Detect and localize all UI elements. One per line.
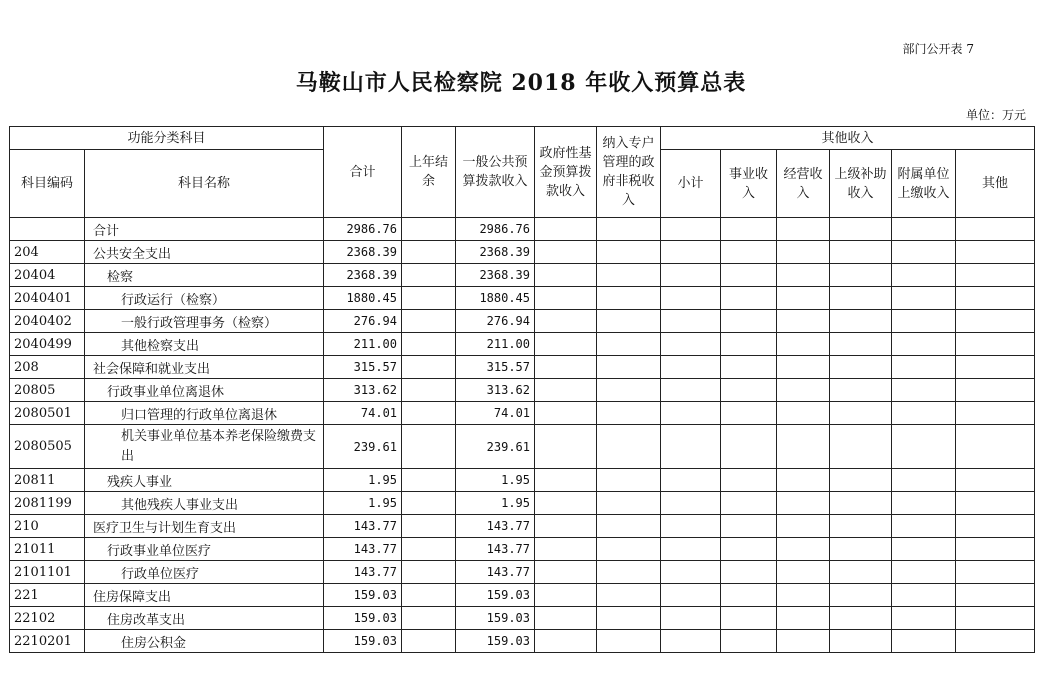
- row-affiliate: [892, 584, 956, 607]
- header-special: 纳入专户管理的政府非税收入: [597, 127, 661, 218]
- row-career: [721, 425, 777, 469]
- row-total: 1.95: [324, 469, 402, 492]
- row-upper: [830, 356, 892, 379]
- row-upper: [830, 402, 892, 425]
- row-upper: [830, 425, 892, 469]
- row-operate: [777, 287, 830, 310]
- row-carry: [402, 630, 456, 653]
- table-row: [10, 402, 1035, 425]
- row-subtotal: [661, 402, 721, 425]
- row-others: [956, 310, 1035, 333]
- row-code: 20805: [10, 379, 85, 402]
- row-gov-fund: [535, 333, 597, 356]
- row-career: [721, 469, 777, 492]
- row-operate: [777, 538, 830, 561]
- row-upper: [830, 561, 892, 584]
- row-name: 归口管理的行政单位离退休: [85, 402, 324, 425]
- row-affiliate: [892, 356, 956, 379]
- row-code: 2080505: [10, 425, 85, 469]
- row-general: 143.77: [456, 538, 535, 561]
- row-career: [721, 356, 777, 379]
- row-others: [956, 515, 1035, 538]
- row-total: 313.62: [324, 379, 402, 402]
- row-special: [597, 379, 661, 402]
- row-code: 204: [10, 241, 85, 264]
- row-name: 合计: [85, 218, 324, 241]
- row-name: 检察: [85, 264, 324, 287]
- header-upper: 上级补助收入: [830, 150, 892, 218]
- row-affiliate: [892, 402, 956, 425]
- row-others: [956, 584, 1035, 607]
- unit-label: 单位：万元: [965, 108, 1026, 122]
- row-total: 143.77: [324, 561, 402, 584]
- row-code: 21011: [10, 538, 85, 561]
- row-name: 医疗卫生与计划生育支出: [85, 515, 324, 538]
- row-code: 20811: [10, 469, 85, 492]
- row-code: 2040499: [10, 333, 85, 356]
- row-subtotal: [661, 492, 721, 515]
- row-others: [956, 264, 1035, 287]
- row-code: 208: [10, 356, 85, 379]
- row-code: 2081199: [10, 492, 85, 515]
- row-subtotal: [661, 287, 721, 310]
- row-total: 159.03: [324, 630, 402, 653]
- row-upper: [830, 333, 892, 356]
- row-name: 行政单位医疗: [85, 561, 324, 584]
- row-career: [721, 241, 777, 264]
- header-affiliate: 附属单位上缴收入: [892, 150, 956, 218]
- row-gov-fund: [535, 584, 597, 607]
- row-career: [721, 515, 777, 538]
- row-affiliate: [892, 630, 956, 653]
- row-total: 1.95: [324, 492, 402, 515]
- row-total: 143.77: [324, 538, 402, 561]
- row-affiliate: [892, 469, 956, 492]
- row-carry: [402, 584, 456, 607]
- table-row: [10, 333, 1035, 356]
- row-special: [597, 607, 661, 630]
- table-row: [10, 379, 1035, 402]
- table-row: [10, 607, 1035, 630]
- table-row: [10, 218, 1035, 241]
- row-general: 74.01: [456, 402, 535, 425]
- row-special: [597, 218, 661, 241]
- income-budget-table: [9, 126, 1035, 653]
- row-special: [597, 515, 661, 538]
- row-affiliate: [892, 241, 956, 264]
- row-others: [956, 379, 1035, 402]
- row-others: [956, 241, 1035, 264]
- header-carry: 上年结余: [402, 127, 456, 218]
- row-subtotal: [661, 469, 721, 492]
- row-carry: [402, 469, 456, 492]
- row-career: [721, 287, 777, 310]
- row-special: [597, 584, 661, 607]
- row-operate: [777, 469, 830, 492]
- row-upper: [830, 310, 892, 333]
- row-total: 276.94: [324, 310, 402, 333]
- header-total: 合计: [324, 127, 402, 218]
- row-affiliate: [892, 561, 956, 584]
- row-general: 143.77: [456, 515, 535, 538]
- row-career: [721, 584, 777, 607]
- row-carry: [402, 561, 456, 584]
- row-gov-fund: [535, 402, 597, 425]
- row-code: 2101101: [10, 561, 85, 584]
- row-gov-fund: [535, 356, 597, 379]
- row-upper: [830, 607, 892, 630]
- row-subtotal: [661, 425, 721, 469]
- page-title: 马鞍山市人民检察院 2018 年收入预算总表: [295, 70, 747, 96]
- row-subtotal: [661, 538, 721, 561]
- row-career: [721, 630, 777, 653]
- row-special: [597, 402, 661, 425]
- table-row: [10, 310, 1035, 333]
- table-row: [10, 264, 1035, 287]
- row-general: 2368.39: [456, 241, 535, 264]
- table-row: [10, 630, 1035, 653]
- row-others: [956, 630, 1035, 653]
- row-code: [10, 218, 85, 241]
- row-others: [956, 561, 1035, 584]
- row-operate: [777, 218, 830, 241]
- table-row: [10, 287, 1035, 310]
- row-total: 2986.76: [324, 218, 402, 241]
- row-upper: [830, 515, 892, 538]
- row-general: 2368.39: [456, 264, 535, 287]
- row-others: [956, 607, 1035, 630]
- row-operate: [777, 402, 830, 425]
- row-career: [721, 402, 777, 425]
- row-gov-fund: [535, 425, 597, 469]
- row-general: 159.03: [456, 584, 535, 607]
- row-total: 2368.39: [324, 264, 402, 287]
- row-subtotal: [661, 333, 721, 356]
- row-gov-fund: [535, 379, 597, 402]
- row-others: [956, 425, 1035, 469]
- row-affiliate: [892, 607, 956, 630]
- row-total: 239.61: [324, 425, 402, 469]
- row-subtotal: [661, 310, 721, 333]
- row-career: [721, 607, 777, 630]
- row-others: [956, 469, 1035, 492]
- row-affiliate: [892, 333, 956, 356]
- row-gov-fund: [535, 630, 597, 653]
- row-affiliate: [892, 515, 956, 538]
- row-carry: [402, 218, 456, 241]
- row-subtotal: [661, 584, 721, 607]
- row-special: [597, 356, 661, 379]
- row-total: 74.01: [324, 402, 402, 425]
- row-carry: [402, 379, 456, 402]
- row-code: 2040401: [10, 287, 85, 310]
- row-operate: [777, 607, 830, 630]
- table-row: [10, 241, 1035, 264]
- header-func-group: 功能分类科目: [10, 127, 324, 150]
- row-subtotal: [661, 241, 721, 264]
- row-subtotal: [661, 218, 721, 241]
- row-operate: [777, 264, 830, 287]
- header-other-group: 其他收入: [661, 127, 1035, 150]
- row-special: [597, 287, 661, 310]
- row-general: 159.03: [456, 630, 535, 653]
- row-gov-fund: [535, 241, 597, 264]
- row-special: [597, 310, 661, 333]
- row-affiliate: [892, 538, 956, 561]
- row-code: 22102: [10, 607, 85, 630]
- row-total: 211.00: [324, 333, 402, 356]
- header-code: 科目编码: [10, 150, 85, 218]
- row-total: 159.03: [324, 584, 402, 607]
- row-operate: [777, 241, 830, 264]
- row-code: 2210201: [10, 630, 85, 653]
- row-name: 其他残疾人事业支出: [85, 492, 324, 515]
- row-gov-fund: [535, 515, 597, 538]
- row-total: 315.57: [324, 356, 402, 379]
- row-code: 210: [10, 515, 85, 538]
- row-operate: [777, 333, 830, 356]
- table-body: [10, 218, 1035, 653]
- row-special: [597, 469, 661, 492]
- row-affiliate: [892, 310, 956, 333]
- row-upper: [830, 584, 892, 607]
- row-carry: [402, 492, 456, 515]
- row-name: 机关事业单位基本养老保险缴费支出: [85, 425, 324, 469]
- header-operate: 经营收入: [777, 150, 830, 218]
- row-affiliate: [892, 379, 956, 402]
- row-gov-fund: [535, 607, 597, 630]
- row-special: [597, 538, 661, 561]
- row-subtotal: [661, 379, 721, 402]
- row-career: [721, 561, 777, 584]
- row-carry: [402, 287, 456, 310]
- row-operate: [777, 561, 830, 584]
- row-carry: [402, 607, 456, 630]
- row-upper: [830, 492, 892, 515]
- row-code: 221: [10, 584, 85, 607]
- row-gov-fund: [535, 469, 597, 492]
- row-special: [597, 264, 661, 287]
- row-subtotal: [661, 607, 721, 630]
- row-subtotal: [661, 515, 721, 538]
- row-operate: [777, 310, 830, 333]
- row-career: [721, 379, 777, 402]
- row-affiliate: [892, 425, 956, 469]
- row-general: 2986.76: [456, 218, 535, 241]
- table-row: [10, 356, 1035, 379]
- table-row: [10, 561, 1035, 584]
- row-upper: [830, 538, 892, 561]
- row-name: 一般行政管理事务（检察）: [85, 310, 324, 333]
- row-operate: [777, 425, 830, 469]
- row-special: [597, 492, 661, 515]
- row-others: [956, 538, 1035, 561]
- row-others: [956, 356, 1035, 379]
- row-subtotal: [661, 356, 721, 379]
- row-name: 其他检察支出: [85, 333, 324, 356]
- row-subtotal: [661, 561, 721, 584]
- row-gov-fund: [535, 218, 597, 241]
- row-subtotal: [661, 630, 721, 653]
- row-others: [956, 402, 1035, 425]
- row-carry: [402, 356, 456, 379]
- row-carry: [402, 333, 456, 356]
- row-special: [597, 561, 661, 584]
- row-gov-fund: [535, 538, 597, 561]
- row-carry: [402, 538, 456, 561]
- row-career: [721, 264, 777, 287]
- header-subtotal: 小计: [661, 150, 721, 218]
- row-total: 143.77: [324, 515, 402, 538]
- row-upper: [830, 264, 892, 287]
- row-name: 行政事业单位离退休: [85, 379, 324, 402]
- row-total: 159.03: [324, 607, 402, 630]
- row-name: 行政运行（检察）: [85, 287, 324, 310]
- row-name: 住房改革支出: [85, 607, 324, 630]
- row-carry: [402, 310, 456, 333]
- row-code: 2080501: [10, 402, 85, 425]
- table-row: [10, 425, 1035, 469]
- row-operate: [777, 584, 830, 607]
- row-upper: [830, 469, 892, 492]
- row-carry: [402, 241, 456, 264]
- header-name: 科目名称: [85, 150, 324, 218]
- row-general: 143.77: [456, 561, 535, 584]
- table-row: [10, 492, 1035, 515]
- row-affiliate: [892, 264, 956, 287]
- row-others: [956, 333, 1035, 356]
- row-carry: [402, 264, 456, 287]
- row-affiliate: [892, 218, 956, 241]
- row-affiliate: [892, 287, 956, 310]
- row-general: 1.95: [456, 469, 535, 492]
- row-general: 313.62: [456, 379, 535, 402]
- row-total: 1880.45: [324, 287, 402, 310]
- row-name: 住房保障支出: [85, 584, 324, 607]
- row-upper: [830, 241, 892, 264]
- header-career: 事业收入: [721, 150, 777, 218]
- row-special: [597, 333, 661, 356]
- row-career: [721, 218, 777, 241]
- row-operate: [777, 630, 830, 653]
- row-special: [597, 630, 661, 653]
- header-general: 一般公共预算拨款收入: [456, 127, 535, 218]
- row-total: 2368.39: [324, 241, 402, 264]
- row-general: 276.94: [456, 310, 535, 333]
- form-number: 部门公开表 7: [902, 42, 974, 56]
- row-upper: [830, 630, 892, 653]
- row-general: 239.61: [456, 425, 535, 469]
- row-carry: [402, 515, 456, 538]
- row-career: [721, 310, 777, 333]
- row-general: 159.03: [456, 607, 535, 630]
- row-general: 315.57: [456, 356, 535, 379]
- row-gov-fund: [535, 310, 597, 333]
- row-gov-fund: [535, 264, 597, 287]
- row-career: [721, 538, 777, 561]
- row-upper: [830, 218, 892, 241]
- row-general: 1880.45: [456, 287, 535, 310]
- row-special: [597, 241, 661, 264]
- row-others: [956, 218, 1035, 241]
- row-upper: [830, 287, 892, 310]
- row-subtotal: [661, 264, 721, 287]
- row-operate: [777, 492, 830, 515]
- row-name: 社会保障和就业支出: [85, 356, 324, 379]
- row-general: 1.95: [456, 492, 535, 515]
- row-gov-fund: [535, 561, 597, 584]
- row-carry: [402, 425, 456, 469]
- header-gov-fund: 政府性基金预算拨款收入: [535, 127, 597, 218]
- row-others: [956, 287, 1035, 310]
- table-row: [10, 469, 1035, 492]
- row-operate: [777, 515, 830, 538]
- row-career: [721, 492, 777, 515]
- row-upper: [830, 379, 892, 402]
- row-others: [956, 492, 1035, 515]
- row-operate: [777, 379, 830, 402]
- row-name: 残疾人事业: [85, 469, 324, 492]
- row-career: [721, 333, 777, 356]
- table-row: [10, 515, 1035, 538]
- row-special: [597, 425, 661, 469]
- row-name: 行政事业单位医疗: [85, 538, 324, 561]
- row-general: 211.00: [456, 333, 535, 356]
- table-row: [10, 584, 1035, 607]
- row-name: 住房公积金: [85, 630, 324, 653]
- table-row: [10, 538, 1035, 561]
- row-gov-fund: [535, 287, 597, 310]
- row-carry: [402, 402, 456, 425]
- row-gov-fund: [535, 492, 597, 515]
- row-code: 20404: [10, 264, 85, 287]
- row-operate: [777, 356, 830, 379]
- row-affiliate: [892, 492, 956, 515]
- row-name: 公共安全支出: [85, 241, 324, 264]
- row-code: 2040402: [10, 310, 85, 333]
- header-others: 其他: [956, 150, 1035, 218]
